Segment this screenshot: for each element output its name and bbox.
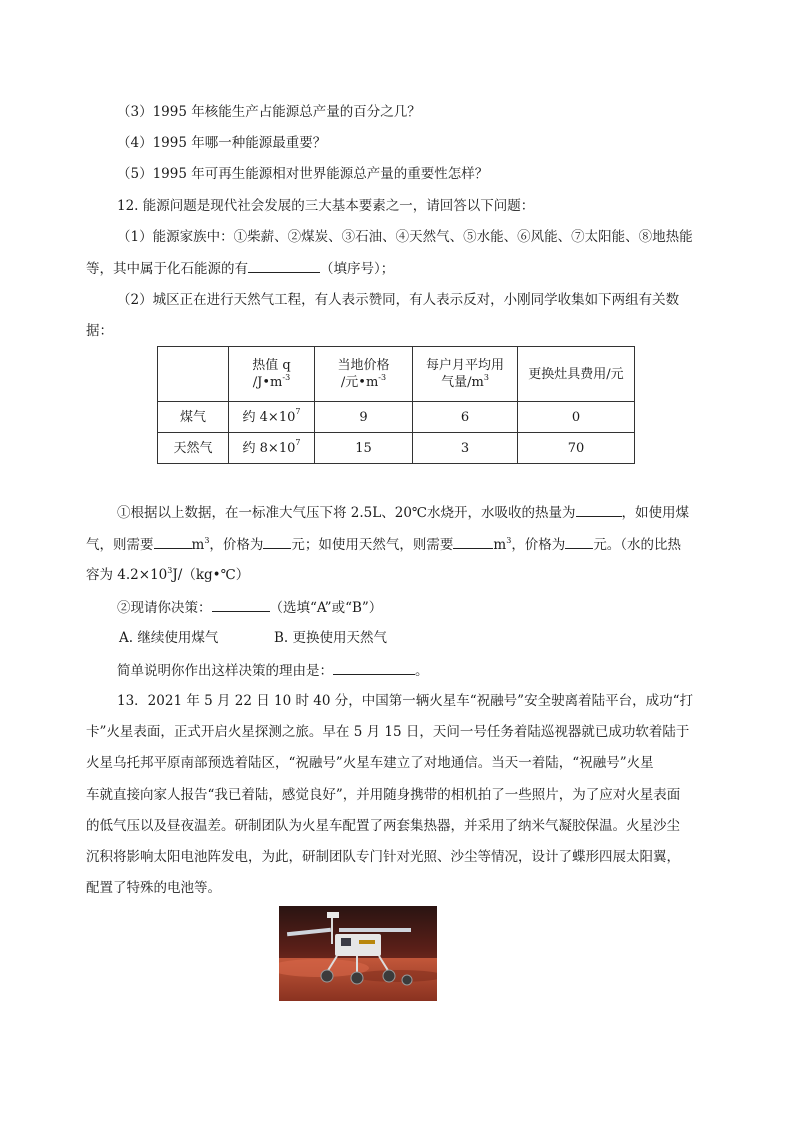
table-cell-usage: 6 (413, 402, 518, 433)
table-cell-usage: 3 (413, 433, 518, 464)
table-cell-price: 15 (315, 433, 413, 464)
decision-line: ②现请你决策： （选填“A”或“B”） (117, 597, 382, 618)
answer-blank-reason[interactable] (333, 660, 415, 675)
answer-blank-natural-gas-volume[interactable] (453, 534, 493, 549)
part-a-line1: ①根据以上数据，在一标准大气压下将 2.5L、20℃水烧开，水吸收的热量为 ，如使用煤 (117, 502, 689, 523)
table-cell-heat: 约 $4\times 10^7$ (229, 402, 315, 433)
mars-rover-photo (279, 906, 437, 1001)
mars-rover-illustration (279, 906, 437, 1001)
question-13-line4: 车就直接向家人报告“我已着陆，感觉良好”，并用随身携带的相机拍了一些照片，为了应对火星表面 (86, 787, 681, 803)
table-row (158, 433, 635, 464)
table-header-heat: 热值 q $/J•m^{-3}$ (229, 347, 315, 402)
question-12-2-line1: （2）城区正在进行天然气工程，有人表示赞同，有人表示反对，小刚同学收集如下两组有关数 (117, 292, 680, 308)
question-4: （4）1995 年哪一种能源最重要？ (117, 135, 327, 151)
table-cell-name: 天然气 (158, 433, 229, 464)
answer-blank-decision[interactable] (212, 597, 270, 612)
question-13-line6: 沉积将影响太阳电池阵发电，为此，研制团队专门针对光照、沙尘等情况，设计了蝶形四展太阳翼， (86, 849, 680, 865)
table-cell-cost: 0 (518, 402, 635, 433)
question-13-line1: 13．2021 年 5 月 22 日 10 时 40 分，中国第一辆火星车“祝融号”安全驶离着陆平台，成功“打 (117, 693, 693, 709)
question-12-2-line2: 据： (86, 323, 113, 339)
table-header-row (158, 347, 635, 402)
question-12-intro: 12. 能源问题是现代社会发展的三大基本要素之一，请回答以下问题： (117, 198, 535, 214)
option-a[interactable]: A. 继续使用煤气 (119, 630, 219, 646)
question-13-line5: 的低气压以及昼夜温差。研制团队为火星车配置了两套集热器，并采用了纳米气凝胶保温。火星沙尘 (86, 818, 680, 834)
table-header-cost: 更换灶具费用/元 (518, 347, 635, 402)
table-cell-cost: 70 (518, 433, 635, 464)
answer-blank-fossil[interactable] (248, 258, 320, 273)
answer-blank-gas-volume[interactable] (154, 534, 192, 549)
part-a-line2: 气，则需要 $m^3$，价格为 元；如使用天然气，则需要 $m^3$，价格为 元。（水的比热 (86, 535, 682, 553)
table-header-usage: 每户月平均用 气量$/m^3$ (413, 347, 518, 402)
table-header-empty (158, 347, 229, 402)
energy-data-table (157, 346, 635, 464)
question-12-1-line1: （1）能源家族中：①柴薪、②煤炭、③石油、④天然气、⑤水能、⑥风能、⑦太阳能、⑧地热能 (117, 229, 693, 245)
answer-blank-natural-gas-price[interactable] (565, 534, 593, 549)
answer-blank-heat[interactable] (576, 502, 622, 517)
question-12-1-line2: 等，其中属于化石能源的有 （填序号）； (86, 258, 394, 279)
answer-blank-gas-price[interactable] (263, 534, 291, 549)
question-13-line3: 火星乌托邦平原南部预选着陆区，“祝融号”火星车建立了对地通信。当天一着陆，“祝融号”火星 (86, 755, 654, 771)
option-b[interactable]: B. 更换使用天然气 (274, 630, 388, 646)
table-cell-price: 9 (315, 402, 413, 433)
table-header-price: 当地价格 /元$•m^{-3}$ (315, 347, 413, 402)
table-cell-heat: 约 $8\times 10^7$ (229, 433, 315, 464)
question-13-line7: 配置了特殊的电池等。 (86, 880, 221, 896)
question-5: （5）1995 年可再生能源相对世界能源总产量的重要性怎样？ (117, 166, 489, 182)
table-row (158, 402, 635, 433)
question-3: （3）1995 年核能生产占能源总产量的百分之几？ (117, 104, 421, 120)
reason-line: 简单说明你作出这样决策的理由是： 。 (117, 660, 429, 681)
table-cell-name: 煤气 (158, 402, 229, 433)
question-13-line2: 卡”火星表面，正式开启火星探测之旅。早在 5 月 15 日，天问一号任务着陆巡视器就已成功软着陆于 (86, 724, 690, 740)
part-a-line3: 容为 $4.2\times 10^3J/(kg•℃)$ (86, 565, 250, 583)
